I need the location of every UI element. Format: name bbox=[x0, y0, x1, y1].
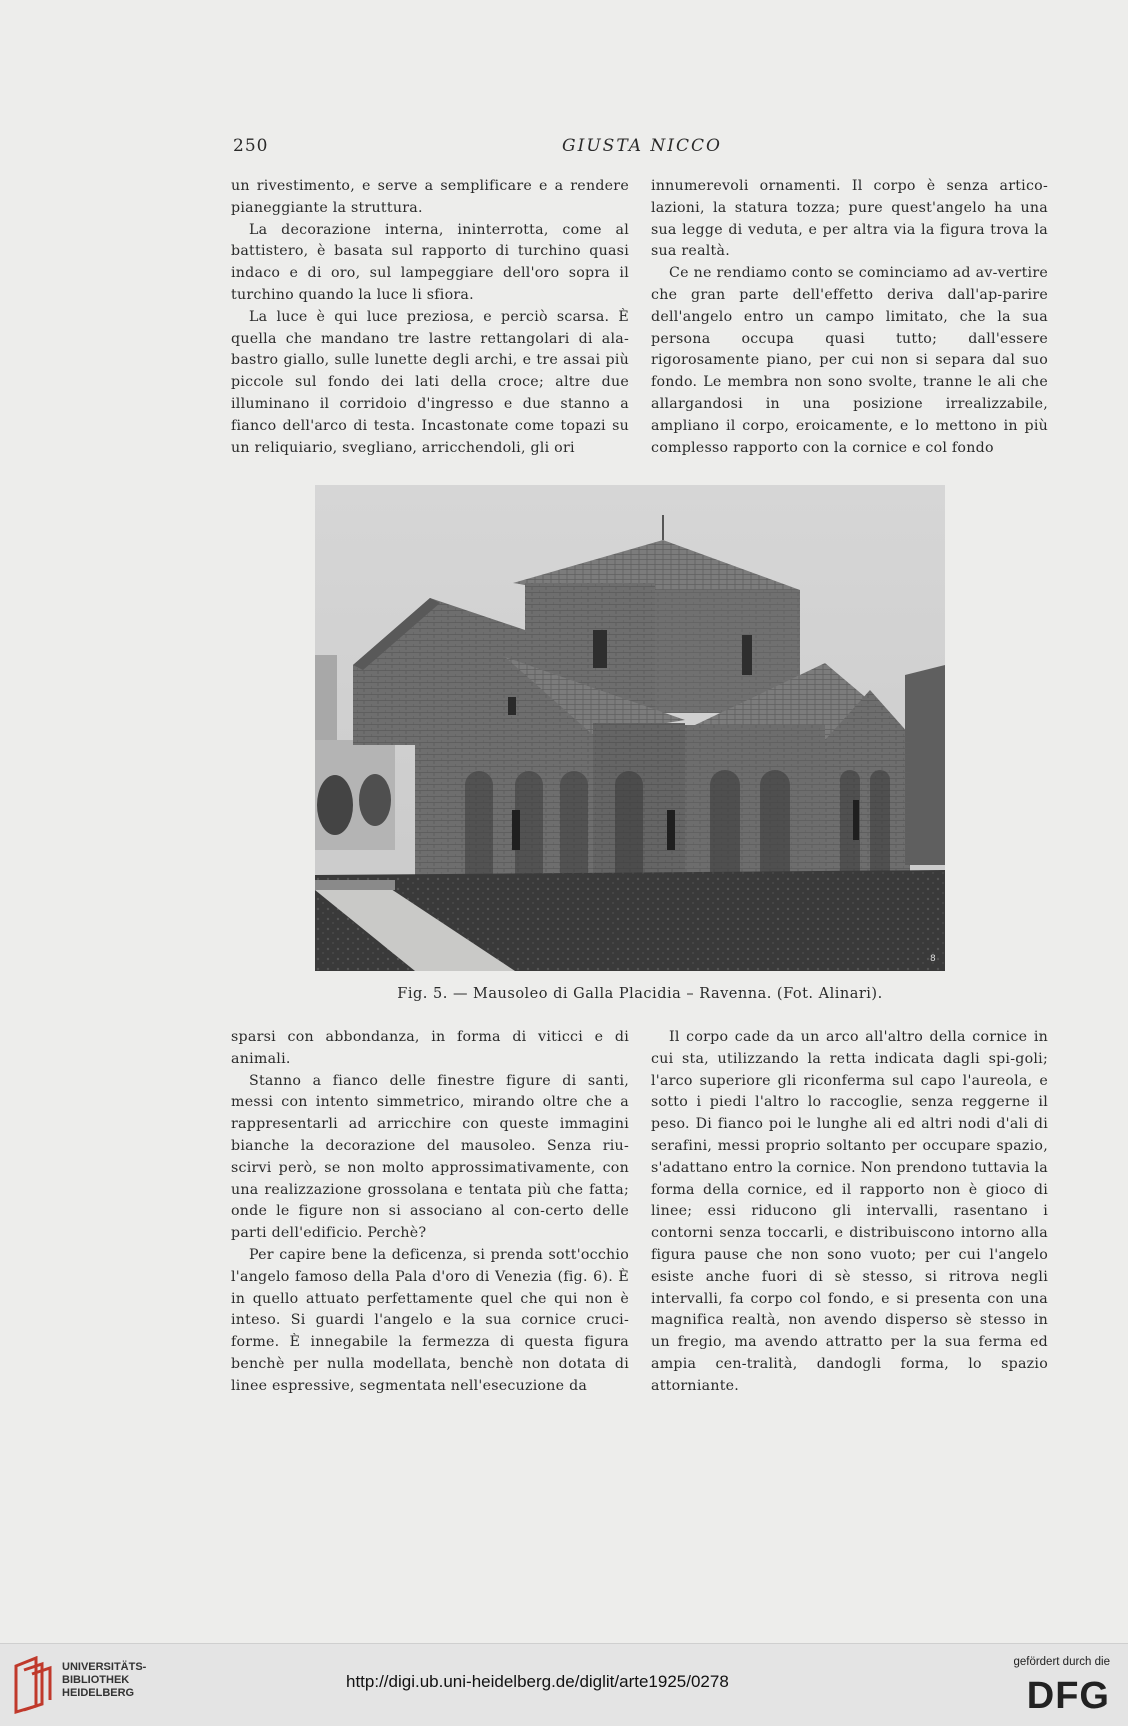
paragraph: La luce è qui luce preziosa, e perciò scarsa. È quella che mandano tre lastre rettangolari di ala-bastro giallo, sulle lunette degli archi, e tre assai più piccole sul fondo dei lati della croce; altre due illuminano il corridoio d'ingresso e due stanno a fianco dell'arco di testa. Incastonate come topazi su un reliquiario, svegliano, arricchendoli, gli ori bbox=[231, 308, 629, 456]
paragraph: Il corpo cade da un arco all'altro della cornice in cui sta, utilizzando la retta indicata dagli spi-goli; l'arco superiore gli riconferma sul capo l'aureola, e sotto i piedi l'altro lo raccoglie, senza reggerne il peso. Di fianco poi le lunghe ali ed altri nodi d'ali di serafini, messi proprio soltanto per occupare spazio, s'adattano entro la cornice. Non prendono tuttavia la forma della cornice, ed il rapporto non è gioco di linee; essi riducono gli intervalli, rasentano i contorni senza toccarli, e distribuiscono intorno alla figura pause che non sono vuoto; per cui l'angelo esiste anche fuori di sè stesso, si ritrova negli intervalli, fa corpo col fondo, e si presenta con una magnifica realtà, non avendo disperso sè stesso in un fregio, ma avendo attratto per la sua ferma ed ampia cen-tralità, dandogli forma, lo spazio attorniante. bbox=[651, 1029, 1048, 1394]
column-top-left bbox=[231, 176, 629, 459]
dfg-logo: DFG bbox=[1026, 1675, 1110, 1717]
figure-photograph bbox=[315, 485, 945, 971]
university-library-name: UNIVERSITÄTS- BIBLIOTHEK HEIDELBERG bbox=[62, 1661, 147, 1699]
paragraph: un rivestimento, e serve a semplificare e a rendere pianeggiante la struttura. bbox=[231, 178, 629, 216]
paragraph: sparsi con abbondanza, in forma di viticci e di animali. bbox=[231, 1029, 629, 1067]
paragraph: La decorazione interna, ininterrotta, come al battistero, è basata sul rapporto di turchino quasi indaco e di oro, sul lampeggiare dell'oro sopra il turchino quando la luce li sfiora. bbox=[231, 221, 629, 303]
paragraph: innumerevoli ornamenti. Il corpo è senza artico-lazioni, la statura tozza; pure quest'angelo ha una sua legge di veduta, e per altra via la figura trova la sua realtà. bbox=[651, 178, 1048, 260]
column-bottom-left bbox=[231, 1027, 629, 1398]
column-bottom-right bbox=[651, 1027, 1048, 1398]
figure-caption: Fig. 5. — Mausoleo di Galla Placidia – Ravenna. (Fot. Alinari). bbox=[397, 986, 883, 1002]
permalink-url[interactable]: http://digi.ub.uni-heidelberg.de/diglit/arte1925/0278 bbox=[346, 1672, 729, 1691]
paragraph: Stanno a fianco delle finestre figure di santi, messi con intento simmetrico, mirando oltre che a rappresentarli ad arricchire con queste immagini bianche la decorazione del mausoleo. Senza riu-scirvi però, se non molto approssimativamente, con una realizzazione grossolana e tentata più che fatta; onde le figure non si associano al con-certo delle parti dell'edificio. Perchè? bbox=[231, 1072, 629, 1242]
plate-mark: 8 bbox=[930, 954, 936, 964]
funding-label: gefördert durch die bbox=[1013, 1656, 1110, 1668]
page-number: 250 bbox=[233, 136, 269, 156]
paragraph: Ce ne rendiamo conto se cominciamo ad av-vertire che gran parte dell'effetto deriva dall'ap-parire dell'angelo entro un campo limitato, che la sua persona occupa quasi tutto; dall'essere rigorosamente piano, per cui non si separa dal suo fondo. Le membra non sono svolte, tranne le ali che allargandosi in una posizione irrealizzabile, ampliano il corpo, eroicamente, e lo mettono in più complesso rapporto con la cornice e col fondo bbox=[651, 265, 1048, 456]
digitization-footer bbox=[0, 1643, 1128, 1726]
university-library-logo-icon bbox=[12, 1656, 56, 1714]
running-head bbox=[233, 136, 1051, 160]
column-top-right bbox=[651, 176, 1048, 459]
paragraph: Per capire bene la deficenza, si prenda sott'occhio l'angelo famoso della Pala d'oro di Venezia (fig. 6). È in quello attuato perfettamente quel che qui non è inteso. Si guardi l'angelo e la sua cornice cruci-forme. È innegabile la fermezza di questa figura benchè per nulla modellata, benchè non dotata di linee espressive, segmentata nell'esecuzione da bbox=[231, 1246, 629, 1394]
running-title: GIUSTA NICCO bbox=[562, 136, 722, 156]
mausoleum-photo-illustration bbox=[315, 485, 945, 971]
